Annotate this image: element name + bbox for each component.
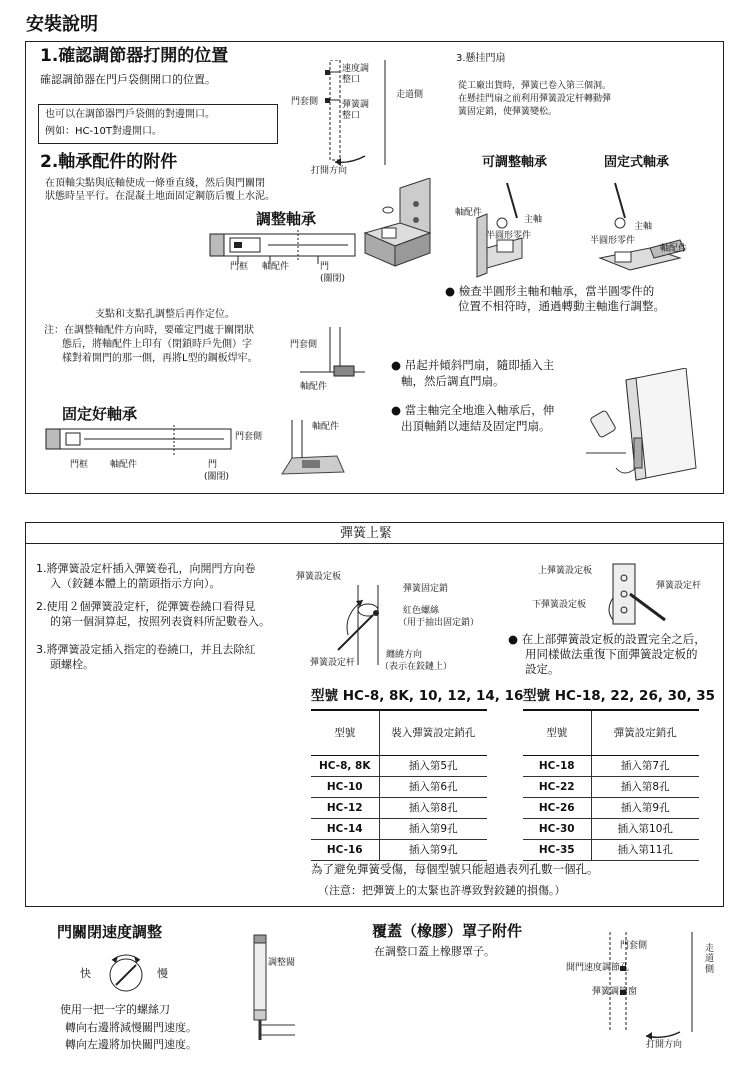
section2-note2: 態后，將軸配件上印有（閉鎖時戶先側）字 xyxy=(62,339,252,350)
page-title: 安裝說明 xyxy=(26,14,98,35)
bearing-label: 軸配件 xyxy=(262,262,290,272)
upper-note3: 設定。 xyxy=(525,662,560,676)
wind-dir-label: 纏繞方向 xyxy=(386,650,423,660)
table-row: HC-10 插入第6孔 xyxy=(311,776,487,797)
section1-note2: 例如：HC-10T對邊開口。 xyxy=(45,126,162,137)
red-screw-note: （用于抽出固定銷） xyxy=(398,618,480,628)
section3-title: 3.懸挂門扇 xyxy=(456,53,506,64)
hang-note1: ● 吊起并傾斜門扇，隨即插入主 xyxy=(391,358,555,372)
section1-text: 確認調節器在門戶袋側開口的位置。 xyxy=(40,73,216,86)
fixed-bearing-title: 固定好軸承 xyxy=(62,405,138,423)
table-row: HC-35 插入第11孔 xyxy=(523,839,699,860)
fig-bearing-label: 軸配件 xyxy=(300,382,328,392)
table1-header-hole: 裝入彈簧設定銷孔 xyxy=(379,711,487,755)
cover-open-dir-label: 打開方向 xyxy=(646,1040,683,1050)
speed-title: 門關閉速度調整 xyxy=(57,923,163,941)
section2-text1: 在頂軸尖點與底軸使成一條垂直綫，然后與門關閉 xyxy=(45,178,265,189)
section1-title: 1.確認調節器打開的位置 xyxy=(40,46,229,66)
speed-text2: 轉向右邊將減慢關門速度。 xyxy=(65,1021,197,1034)
table-row: HC-30 插入第10孔 xyxy=(523,818,699,839)
l-plate-diagram xyxy=(290,322,370,387)
fixed-door-label: 門 xyxy=(208,460,218,470)
spring-plate-label: 彈簧設定板 xyxy=(296,572,342,582)
door-hanging-image xyxy=(576,368,711,483)
door-label: 門 xyxy=(320,262,330,272)
hinge-3d-image xyxy=(360,178,440,273)
closed-label: (關閉) xyxy=(320,274,346,284)
spring-step2a: 2.使用２個彈簧設定杆，從彈簧卷繞口看得見 xyxy=(36,600,256,613)
table2-title: 型號 HC-18, 22, 26, 30, 35 xyxy=(523,688,716,704)
hang-note2: 軸，然后調直門扇。 xyxy=(401,374,505,388)
cover-aisle-label: 走 道 側 xyxy=(705,944,715,975)
fixed-frame-label: 門框 xyxy=(70,460,89,470)
lower-plate-label: 下彈簧設定板 xyxy=(532,600,587,610)
spring-title-divider xyxy=(25,543,724,544)
valve-label: 調整閥 xyxy=(268,958,296,968)
check-note2: 位置不相符時，通過轉動主軸進行調整。 xyxy=(458,299,665,313)
section1-note1: 也可以在調節器門戶袋側的對邊開口。 xyxy=(45,109,215,120)
adj-bearing-label: 軸配件 xyxy=(455,208,483,218)
upper-plate-label: 上彈簧設定板 xyxy=(538,566,593,576)
spring-rod-label: 彈簧設定杆 xyxy=(310,658,356,668)
section2-title: 2.軸承配件的附件 xyxy=(40,152,178,172)
door-pocket-diagram xyxy=(280,60,460,180)
table2-header-model: 型號 xyxy=(523,711,591,755)
fixed-bearing-label: 軸配件 xyxy=(660,244,688,254)
cover-title: 覆蓋（橡膠）罩子附件 xyxy=(372,922,523,940)
table-row: HC-8, 8K 插入第5孔 xyxy=(311,755,487,776)
frame-label: 門框 xyxy=(230,262,249,272)
section2-note1: 注：在調整軸配件方向時，要確定門處于關閉狀 xyxy=(44,325,254,336)
spring-window-label: 彈簧調節窗 xyxy=(592,987,638,997)
table-row: HC-26 插入第9孔 xyxy=(523,797,699,818)
fast-label: 快 xyxy=(80,967,91,980)
spring-plates-diagram xyxy=(595,560,695,635)
spring-step1b: 入（鉸鏈本體上的箭頭指示方向）。 xyxy=(50,577,221,590)
table-row: HC-18 插入第7孔 xyxy=(523,755,699,776)
section3-text2: 在懸挂門扇之前利用彈簧設定杆轉動彈 xyxy=(458,94,612,104)
spring-step3a: 3.將彈簧設定插入指定的卷繞口，并且去除紅 xyxy=(36,643,256,656)
fig-door-pocket-label: 門套側 xyxy=(290,340,318,350)
adjustable-bearing-image xyxy=(462,178,562,278)
table-row: HC-16 插入第9孔 xyxy=(311,839,487,860)
fixed-bearing-bar-label: 軸配件 xyxy=(110,460,138,470)
adj-main-shaft-label: 主軸 xyxy=(524,215,543,225)
red-screw-label: 紅色螺絲 xyxy=(403,606,440,616)
spring-port-label: 彈簧調 整口 xyxy=(342,100,370,122)
spring-footer2: （注意：把彈簧上的太緊也許導致對鉸鏈的損傷。） xyxy=(318,884,566,897)
check-note1: ● 檢查半圓形主軸和軸承，當半圓零件的 xyxy=(445,284,655,298)
fixed-main-shaft-label: 主軸 xyxy=(634,222,653,232)
table1-title: 型號 HC-8, 8K, 10, 12, 14, 16 xyxy=(311,688,524,704)
spring-pin-label: 彈簧固定銷 xyxy=(403,584,449,594)
speed-dial-diagram xyxy=(96,950,156,1000)
insert-note1: ● 當主軸完全地進入軸承后，伸 xyxy=(391,403,555,417)
upper-note1: ● 在上部彈簧設定板的設置完全之后， xyxy=(508,632,706,646)
table-row: HC-12 插入第8孔 xyxy=(311,797,487,818)
slow-label: 慢 xyxy=(157,967,168,980)
fixed-fig-bearing-label: 軸配件 xyxy=(312,422,340,432)
section3-text3: 簧固定銷，使彈簧變松。 xyxy=(458,107,558,117)
adjust-bearing-title: 調整軸承 xyxy=(256,210,317,228)
cover-door-pocket-label: 門套側 xyxy=(620,941,648,951)
section2-note3: 樣對着開門的那一側，再將L型的鋼板焊牢。 xyxy=(62,353,258,364)
door-pocket-label: 門套側 xyxy=(291,97,319,107)
spring-step2b: 的第一個洞算起，按照列表資料所記數卷入。 xyxy=(50,615,270,628)
valve-closer-image xyxy=(240,930,300,1050)
fixed-half-round-label: 半圓形零件 xyxy=(590,236,636,246)
speed-text3: 轉向左邊將加快關門速度。 xyxy=(65,1038,197,1051)
section3-text1: 從工廠出貨時，彈簧已卷入第三個洞。 xyxy=(458,81,612,91)
upper-note2: 用同樣做法重復下面彈簧設定板的 xyxy=(525,647,698,661)
adjustable-bearing-title: 可調整軸承 xyxy=(482,155,548,170)
wind-dir-note: （表示在鉸鏈上） xyxy=(380,662,453,672)
section2-text2: 狀態時呈平行。在混凝土地面固定鋼筋后覆上水泥。 xyxy=(45,191,275,202)
spring-footer1: 為了避免彈簧受傷，每個型號只能超過表列孔數一個孔。 xyxy=(311,862,599,876)
fixed-door-pocket-label: 門套側 xyxy=(235,432,263,442)
table1 xyxy=(311,711,487,861)
aisle-side-label: 走道側 xyxy=(396,90,424,100)
table-row: HC-14 插入第9孔 xyxy=(311,818,487,839)
insert-note2: 出頂軸銷以連結及固定門扇。 xyxy=(401,419,551,433)
plate-rod-label: 彈簧設定杆 xyxy=(656,581,702,591)
table2 xyxy=(523,711,699,861)
spring-title: 彈簧上緊 xyxy=(340,526,393,541)
adj-half-round-label: 半圓形零件 xyxy=(486,231,532,241)
fixed-bearing-diagram xyxy=(44,425,234,460)
table2-header-hole: 彈簧設定銷孔 xyxy=(591,711,699,755)
fixed-closed-label: (關閉) xyxy=(204,472,230,482)
fixed-type-bearing-title: 固定式軸承 xyxy=(604,155,670,170)
spring-step1a: 1.將彈簧設定杆插入彈簧卷孔，向開門方向卷 xyxy=(36,562,256,575)
open-direction-label: 打開方向 xyxy=(311,166,348,176)
section2-after-text: 支點和支點孔調整后再作定位。 xyxy=(95,309,235,320)
speed-text1: 使用一把一字的螺絲刀 xyxy=(60,1003,170,1016)
cover-text: 在調整口蓋上橡膠罩子。 xyxy=(374,945,495,958)
speed-hole-label: 開門速度調節孔 xyxy=(566,963,630,973)
spring-step3b: 頭螺栓。 xyxy=(50,658,94,671)
table1-header-model: 型號 xyxy=(311,711,379,755)
table-row: HC-22 插入第8孔 xyxy=(523,776,699,797)
speed-port-label: 速度調 整口 xyxy=(342,64,370,86)
